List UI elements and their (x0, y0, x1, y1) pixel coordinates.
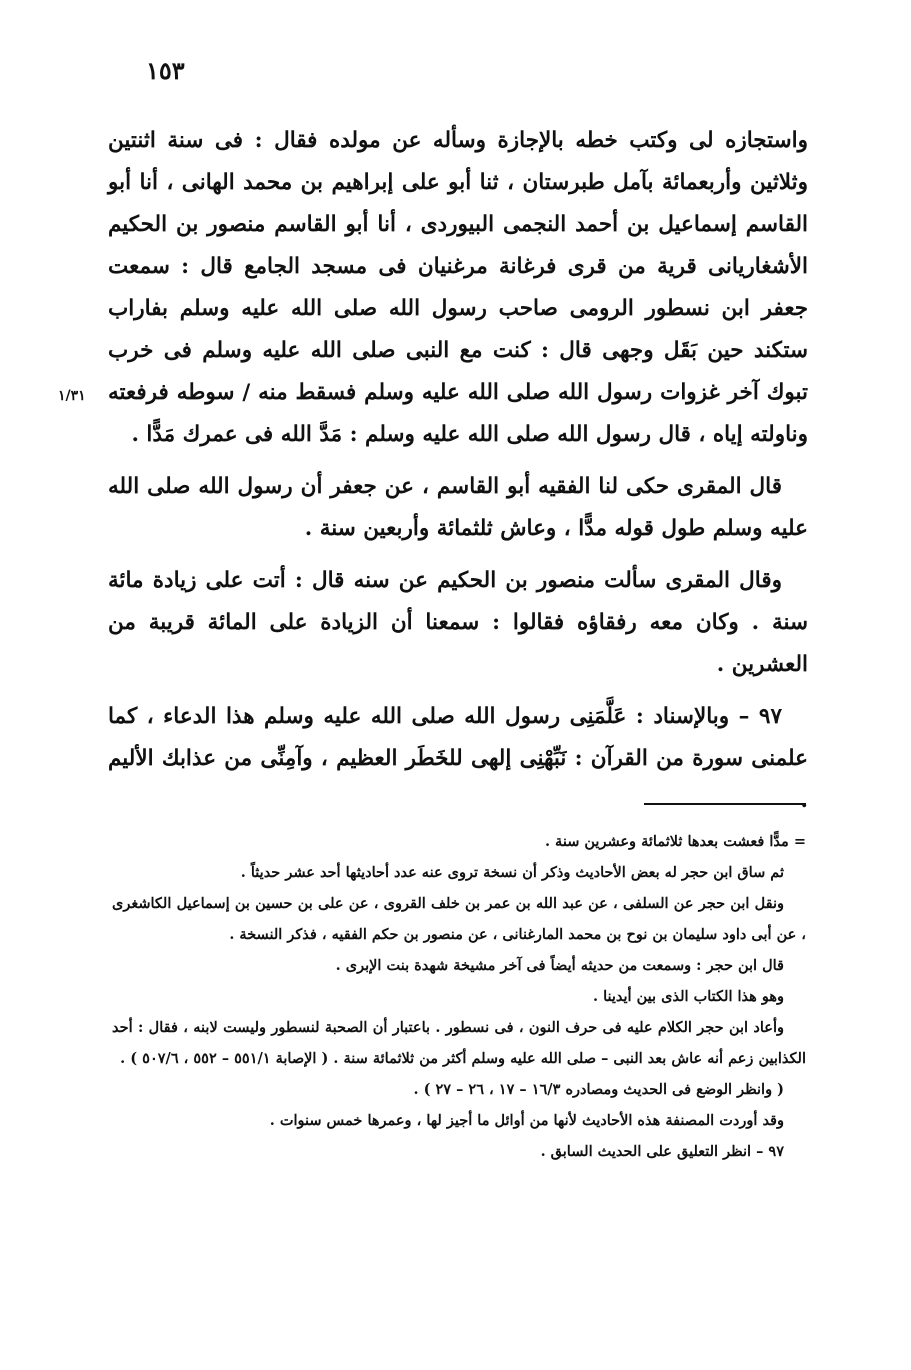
paragraph-isnad: واستجازه لى وكتب خطه بالإجازة وسأله عن مولده فقال : فى سنة اثنتين وثلاثين وأربعمائة بآمل طبرستان ، ثنا أبو على إبراهيم بن محمد الهانى ، أنا أبو القاسم إسماعيل بن أحمد النجمى البيوردى ، أنا أبو القاسم منصور بن الحكيم الأشغاريانى قرية من قرى فرغانة مرغنيان فى مسجد الجامع قال : سمعت جعفر ابن نسطور الرومى صاحب رسول الله صلى الله عليه وسلم بفاراب ستكند حين بَقَل وجهى قال : كنت مع النبى صلى الله عليه وسلم فى خرب تبوك آخر غزوات رسول الله صلى الله عليه وسلم فسقط منه / سوطه فرفعته وناولته إياه ، قال رسول الله صلى الله عليه وسلم : مَدَّ الله فى عمرك مَدًّا . (108, 128, 808, 447)
footnote-line: = مدًّا فعشت بعدها ثلاثمائة وعشرين سنة . (544, 833, 806, 850)
main-text (108, 120, 808, 832)
footnote-line: وأعاد ابن حجر الكلام عليه فى حرف النون ، فى نسطور . باعتبار أن الصحبة لنسطور وليست لابنه ، فقال : أحد الكذابين زعم أنه عاش بعد النبى – صلى الله عليه وسلم أكثر من ثلاثمائة سنة . ( الإصابة ٥٥١/١ – ٥٥٢ ، ٥٠٧/٦ ) . (112, 1019, 806, 1067)
paragraph-muqri-report: قال المقرى حكى لنا الفقيه أبو القاسم ، عن جعفر أن رسول الله صلى الله عليه وسلم طول قوله مدًّا ، وعاش ثلثمائة وأربعين سنة . (108, 474, 808, 541)
footnote-line: ٩٧ – انظر التعليق على الحديث السابق . (540, 1143, 784, 1160)
footnote-line: وهو هذا الكتاب الذى بين أيدينا . (592, 988, 784, 1005)
footnote-line: ونقل ابن حجر عن السلفى ، عن عبد الله بن عمر بن خلف القروى ، عن على بن حسين بن إسماعيل الكاشغرى ، عن أبى داود سليمان بن نوح بن محمد المارغنانى ، عن منصور بن حكم الفقيه ، فذكر النسخة . (112, 895, 806, 943)
footnote-line: وقد أوردت المصنفة هذه الأحاديث لأنها من أوائل ما أجيز لها ، وعمرها خمس سنوات . (269, 1112, 784, 1129)
footnote-line: ( وانظر الوضع فى الحديث ومصادره ١٦/٣ – ١٧ ، ٢٦ – ٢٧ ) . (413, 1081, 784, 1098)
paragraph-hadith-97: ٩٧ – وبالإسناد : عَلَّمَنِى رسول الله صلى الله عليه وسلم هذا الدعاء ، كما علمنى سورة من القرآن : نَبِّهْنِى إلهى للخَطَر العظيم ، وآمِنِّى من عذابك الأليم . (108, 704, 808, 813)
margin-folio-note: ١/٣١ (58, 388, 86, 404)
paragraph-mansur-age: وقال المقرى سألت منصور بن الحكيم عن سنه قال : أتت على زيادة مائة سنة . وكان معه رفقاؤه فقالوا : سمعنا أن الزيادة على المائة قريبة من العشرين . (108, 568, 808, 677)
page-number: ١٥٣ (146, 56, 185, 85)
footnote-line: قال ابن حجر : وسمعت من حديثه أيضاً فى آخر مشيخة شهدة بنت الإبرى . (335, 957, 784, 974)
footnote-line: ثم ساق ابن حجر له بعض الأحاديث وذكر أن نسخة تروى عنه عدد أحاديثها أحد عشر حديثاً . (240, 864, 784, 881)
footnote-separator (644, 803, 806, 805)
footnotes (112, 826, 806, 1167)
